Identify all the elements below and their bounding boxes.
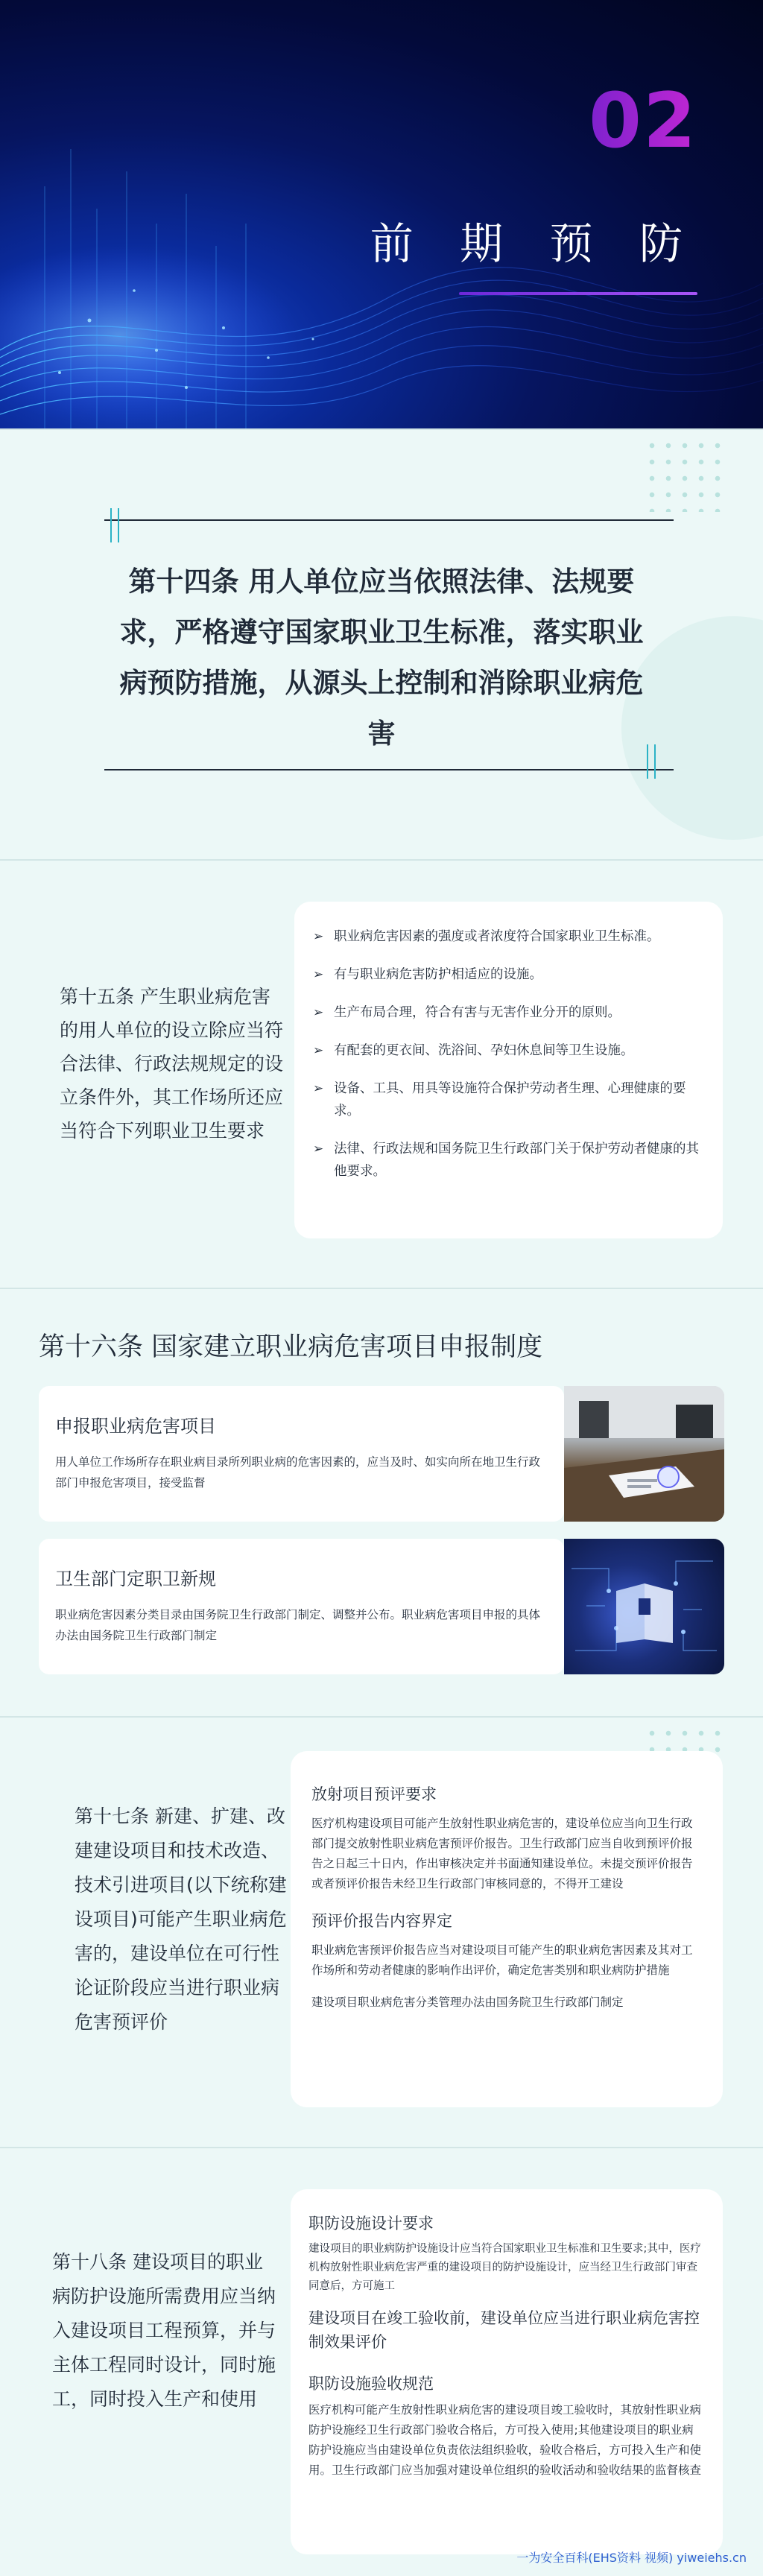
arrow-bullet-icon: ➢ (313, 1005, 324, 1020)
arrow-bullet-icon: ➢ (313, 1081, 324, 1096)
card-body: 用人单位工作场所存在职业病目录所列职业病的危害因素的，应当及时、如实向所在地卫生行政部门申报危害项目，接受监督 (55, 1455, 541, 1490)
card-body: 职业病危害因素分类目录由国务院卫生行政部门制定、调整并公布。职业病危害项目申报的具体办法由国务院卫生行政部门制定 (55, 1608, 541, 1642)
card-title: 卫生部门定职卫新规 (55, 1569, 216, 1589)
section-heading: 职防设施设计要求 (308, 2215, 434, 2232)
meeting-room-photo (564, 1386, 724, 1522)
meeting-photo-graphic (564, 1386, 724, 1522)
arrow-bullet-icon: ➢ (313, 1142, 324, 1156)
section-heading: 放射项目预评要求 (311, 1785, 437, 1803)
list-item: ➢ 有配套的更衣间、洗浴间、孕妇休息间等卫生设施。 (313, 1039, 706, 1062)
list-item: ➢ 设备、工具、用具等设施符合保护劳动者生理、心理健康的要求。 (313, 1077, 706, 1122)
list-item: ➢ 有与职业病危害防护相适应的设施。 (313, 963, 706, 986)
article-17-text: 第十七条 新建、扩建、改建建设项目和技术改造、技术引进项目(以下统称建设项目)可能产生职业病危害的，建设单位在可行性论证阶段应当进行职业病危害预评价 (75, 1806, 287, 2033)
article-18-text: 第十八条 建设项目的职业病防护设施所需费用应当纳入建设项目工程预算，并与主体工程同时设计，同时施工，同时投入生产和使用 (52, 2251, 276, 2410)
article-15-text: 第十五条 产生职业病危害的用人单位的设立除应当符合法律、行政法规规定的设立条件外，其工作场所还应当符合下列职业卫生要求 (60, 986, 284, 1142)
section-body: 职业病危害预评价报告应当对建设项目可能产生的职业病危害因素及其对工作场所和劳动者健康的影响作出评价，确定危害类别和职业病防护措施 (311, 1943, 693, 1977)
digital-book-photo (564, 1539, 724, 1674)
accent-bar (654, 744, 656, 779)
article-14-section (0, 428, 763, 859)
accent-bar (118, 508, 119, 542)
footer-watermark[interactable]: 一为安全百科(EHS资料 视频) yiweiehs.cn (516, 2551, 747, 2565)
section-body: 建设项目的职业病防护设施设计应当符合国家职业卫生标准和卫生要求;其中，医疗机构放射性职业病危害严重的建设项目的防护设施设计，应当经卫生行政部门审查同意后，方可施工 (308, 2243, 701, 2292)
section-heading: 预评价报告内容界定 (311, 1912, 452, 1930)
article-16-section (0, 1288, 763, 1716)
section-body: 医疗机构可能产生放射性职业病危害的建设项目竣工验收时，其放射性职业病防护设施经卫生行政部门验收合格后，方可投入使用;其他建设项目的职业病防护设施应当由建设单位负责依法组织验收，验收合格后，方可投入生产和使用。卫生行政部门应当加强对建设单位组织的验收活动和验收结果的监督核查 (308, 2403, 702, 2477)
arrow-bullet-icon: ➢ (313, 967, 324, 982)
article-17-card (291, 1751, 723, 2107)
requirements-list (313, 925, 706, 1198)
title-underline (459, 292, 697, 295)
section-heading: 职防设施验收规范 (308, 2375, 434, 2393)
note-text: 建设项目职业病危害分类管理办法由国务院卫生行政部门制定 (311, 1996, 624, 2009)
article-16-title: 第十六条 国家建立职业病危害项目申报制度 (39, 1332, 543, 1362)
accent-bar (647, 744, 648, 779)
article-18-section (0, 2147, 763, 2576)
section-title: 前 期 预 防 (370, 218, 699, 269)
regulation-card (39, 1539, 564, 1674)
requirements-card (294, 902, 723, 1238)
bottom-rule (104, 769, 674, 770)
article-14-text: 第十四条 用人单位应当依照法律、法规要求，严格遵守国家职业卫生标准，落实职业病预防措施，从源头上控制和消除职业病危害 (119, 566, 644, 750)
card-title: 申报职业病危害项目 (55, 1416, 216, 1437)
arrow-bullet-icon: ➢ (313, 929, 324, 944)
article-18-card (291, 2189, 723, 2554)
declaration-card (39, 1386, 564, 1522)
section-body: 医疗机构建设项目可能产生放射性职业病危害的，建设单位应当向卫生行政部门提交放射性职业病危害预评价报告。卫生行政部门应当自收到预评价报告之日起三十日内，作出审核决定并书面通知建设单位。未提交预评价报告或者预评价报告未经卫生行政部门审核同意的，不得开工建设 (311, 1817, 693, 1890)
section-number: 02 (589, 77, 697, 165)
accent-bar (110, 508, 112, 542)
top-rule (104, 519, 674, 521)
section-heading: 建设项目在竣工验收前，建设单位应当进行职业病危害控制效果评价 (308, 2309, 700, 2351)
dot-pattern (644, 437, 726, 512)
article-15-section (0, 859, 763, 1288)
list-item: ➢ 生产布局合理，符合有害与无害作业分开的原则。 (313, 1001, 706, 1024)
article-17-section (0, 1716, 763, 2147)
arrow-bullet-icon: ➢ (313, 1043, 324, 1058)
list-item: ➢ 职业病危害因素的强度或者浓度符合国家职业卫生标准。 (313, 925, 706, 948)
hero-banner (0, 0, 763, 428)
circuit-book-graphic (564, 1539, 724, 1674)
list-item: ➢ 法律、行政法规和国务院卫生行政部门关于保护劳动者健康的其他要求。 (313, 1138, 706, 1183)
